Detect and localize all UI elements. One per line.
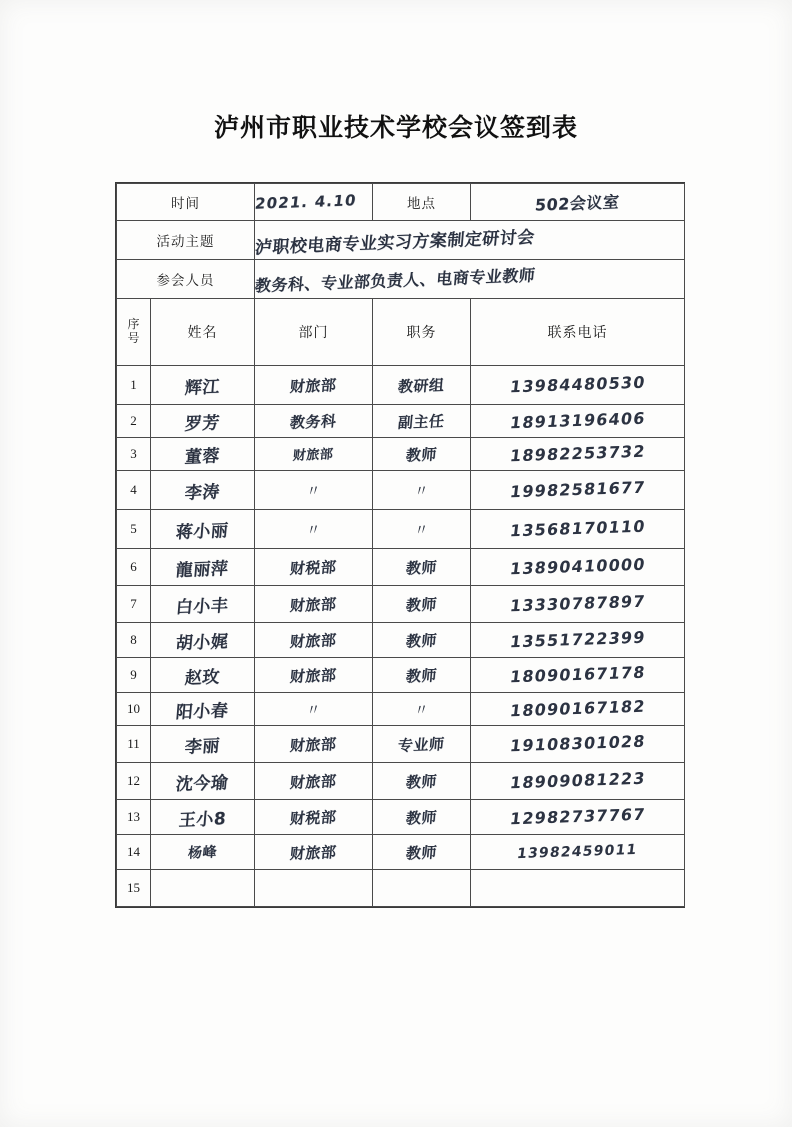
row-phone-cell [471, 623, 685, 658]
column-header-phone: 联系电话 [471, 299, 685, 366]
table-row [117, 658, 685, 693]
row-phone-cell [471, 800, 685, 835]
row-role-cell [373, 471, 471, 510]
row-no: 12 [117, 763, 151, 800]
row-no: 1 [117, 366, 151, 405]
row-dept-cell [255, 405, 373, 438]
row-phone: 19108301028 [508, 731, 647, 756]
row-no: 14 [117, 835, 151, 870]
row-phone: 13330787897 [508, 591, 647, 616]
row-phone-cell [471, 658, 685, 693]
row-name-cell [151, 438, 255, 471]
row-phone-cell [471, 870, 685, 907]
row-dept-cell [255, 438, 373, 471]
row-role-cell [373, 510, 471, 549]
row-name: 李丽 [183, 735, 221, 758]
topic-value-cell [255, 221, 685, 260]
row-role-cell [373, 763, 471, 800]
row-name-cell [151, 510, 255, 549]
row-role: 〃 [413, 699, 430, 720]
row-role-cell [373, 405, 471, 438]
place-label: 地点 [373, 184, 471, 221]
row-dept-cell [255, 510, 373, 549]
table-row [117, 763, 685, 800]
row-name-cell [151, 658, 255, 693]
time-value-cell [255, 184, 373, 221]
row-role-cell [373, 658, 471, 693]
row-name-cell [151, 763, 255, 800]
row-phone: 18913196406 [508, 408, 647, 433]
row-role: 专业师 [397, 734, 446, 755]
row-role: 教师 [405, 807, 438, 828]
row-phone-cell [471, 549, 685, 586]
row-phone-cell [471, 510, 685, 549]
row-no: 7 [117, 586, 151, 623]
row-dept-cell [255, 623, 373, 658]
row-role: 副主任 [397, 411, 446, 432]
row-no: 11 [117, 726, 151, 763]
row-phone-cell [471, 405, 685, 438]
row-no: 15 [117, 870, 151, 907]
table-row [117, 800, 685, 835]
row-name: 辉江 [183, 376, 221, 399]
row-phone-cell [471, 693, 685, 726]
attendees-label: 参会人员 [117, 260, 255, 299]
time-label: 时间 [117, 184, 255, 221]
column-header-dept: 部门 [255, 299, 373, 366]
row-role: 教师 [405, 630, 438, 651]
row-name: 白小丰 [175, 595, 230, 618]
row-dept-cell [255, 800, 373, 835]
row-role: 教师 [405, 665, 438, 686]
row-dept-cell [255, 658, 373, 693]
row-role: 〃 [413, 480, 430, 501]
table-row [117, 549, 685, 586]
row-name-cell [151, 800, 255, 835]
row-phone-cell [471, 586, 685, 623]
row-dept-cell [255, 835, 373, 870]
row-dept: 〃 [305, 699, 322, 720]
row-phone-cell [471, 763, 685, 800]
row-role: 教师 [405, 771, 438, 792]
table-row [117, 623, 685, 658]
table-row [117, 510, 685, 549]
row-role: 教研组 [397, 375, 446, 396]
row-no: 8 [117, 623, 151, 658]
row-name: 龍丽萍 [175, 558, 230, 581]
row-name-cell [151, 366, 255, 405]
row-phone-cell [471, 726, 685, 763]
row-role-cell [373, 800, 471, 835]
row-role-cell [373, 623, 471, 658]
topic-value: 泸职校电商专业实习方案制定研讨会 [254, 227, 536, 258]
meta-row-attendees [117, 260, 685, 299]
row-name: 王小8 [177, 808, 227, 831]
row-phone: 13890410000 [508, 554, 647, 579]
row-role-cell [373, 366, 471, 405]
row-name: 赵玫 [183, 666, 221, 689]
attendees-value: 教务科、专业部负责人、电商专业教师 [254, 265, 537, 295]
row-dept: 财税部 [289, 557, 338, 578]
row-phone: 19982581677 [508, 477, 647, 502]
place-value: 502会议室 [534, 191, 621, 215]
row-dept-cell [255, 549, 373, 586]
row-no: 13 [117, 800, 151, 835]
topic-label: 活动主题 [117, 221, 255, 260]
row-phone: 13984480530 [508, 372, 647, 397]
table-row [117, 471, 685, 510]
attendees-value-cell [255, 260, 685, 299]
table-row [117, 835, 685, 870]
signin-table [116, 183, 685, 907]
row-no: 5 [117, 510, 151, 549]
row-dept-cell [255, 693, 373, 726]
row-no: 9 [117, 658, 151, 693]
row-phone: 18090167178 [508, 662, 647, 687]
place-value-cell [471, 184, 685, 221]
row-name-cell [151, 835, 255, 870]
row-dept-cell [255, 763, 373, 800]
row-phone: 13982459011 [516, 841, 639, 863]
row-no: 3 [117, 438, 151, 471]
row-name: 沈今瑜 [175, 772, 230, 795]
row-phone: 13551722399 [508, 627, 647, 652]
table-header-row [117, 299, 685, 366]
row-dept: 教务科 [289, 411, 338, 432]
table-row [117, 438, 685, 471]
row-phone-cell [471, 835, 685, 870]
row-dept-cell [255, 366, 373, 405]
table-row [117, 366, 685, 405]
row-phone: 18909081223 [508, 768, 647, 793]
row-no: 10 [117, 693, 151, 726]
row-name-cell [151, 726, 255, 763]
row-role-cell [373, 870, 471, 907]
row-dept-cell [255, 726, 373, 763]
row-role: 教师 [405, 594, 438, 615]
row-name: 李涛 [183, 481, 221, 504]
column-header-role: 职务 [373, 299, 471, 366]
row-role: 教师 [405, 557, 438, 578]
row-phone: 12982737767 [508, 804, 647, 829]
row-dept: 财旅部 [289, 375, 338, 396]
row-phone-cell [471, 438, 685, 471]
row-phone-cell [471, 471, 685, 510]
row-role: 教师 [405, 444, 438, 465]
row-no: 4 [117, 471, 151, 510]
row-role-cell [373, 549, 471, 586]
column-header-no [117, 299, 151, 366]
row-name: 蒋小丽 [175, 520, 230, 543]
row-dept-cell [255, 586, 373, 623]
row-no: 6 [117, 549, 151, 586]
row-role-cell [373, 835, 471, 870]
row-name-cell [151, 623, 255, 658]
row-phone: 13568170110 [508, 516, 647, 541]
row-name-cell [151, 586, 255, 623]
row-dept: 财税部 [289, 807, 338, 828]
table-row [117, 693, 685, 726]
row-role-cell [373, 438, 471, 471]
table-row [117, 870, 685, 907]
row-dept: 财旅部 [289, 734, 338, 755]
row-dept-cell [255, 471, 373, 510]
row-phone-cell [471, 366, 685, 405]
row-name-cell [151, 693, 255, 726]
row-dept: 财旅部 [289, 842, 338, 863]
row-name: 胡小娓 [175, 631, 230, 654]
row-name-cell [151, 405, 255, 438]
row-role-cell [373, 726, 471, 763]
row-dept-cell [255, 870, 373, 907]
time-value: 2021. 4.10 [253, 190, 358, 213]
row-dept: 〃 [305, 480, 322, 501]
row-dept: 财旅部 [289, 665, 338, 686]
row-dept: 财旅部 [289, 630, 338, 651]
row-dept: 财旅部 [289, 594, 338, 615]
row-role-cell [373, 586, 471, 623]
row-name: 董蓉 [183, 445, 221, 468]
row-dept: 财旅部 [292, 447, 335, 464]
row-phone: 18090167182 [508, 696, 647, 721]
meta-row-topic [117, 221, 685, 260]
table-row [117, 586, 685, 623]
row-name: 罗芳 [183, 412, 221, 435]
row-dept: 〃 [305, 519, 322, 540]
column-header-no-label: 序号 [127, 317, 141, 345]
row-role-cell [373, 693, 471, 726]
row-role: 〃 [413, 519, 430, 540]
row-no: 2 [117, 405, 151, 438]
row-role: 教师 [405, 842, 438, 863]
table-row [117, 405, 685, 438]
row-name-cell [151, 471, 255, 510]
signin-sheet [115, 182, 685, 908]
row-dept: 财旅部 [289, 771, 338, 792]
column-header-name: 姓名 [151, 299, 255, 366]
row-name-cell [151, 549, 255, 586]
row-name-cell [151, 870, 255, 907]
row-name: 阳小春 [175, 700, 230, 723]
row-name: 杨峰 [187, 844, 218, 862]
table-row [117, 726, 685, 763]
meta-row-time [117, 184, 685, 221]
page-title: 泸州市职业技术学校会议签到表 [213, 113, 578, 142]
row-phone: 18982253732 [508, 441, 647, 466]
